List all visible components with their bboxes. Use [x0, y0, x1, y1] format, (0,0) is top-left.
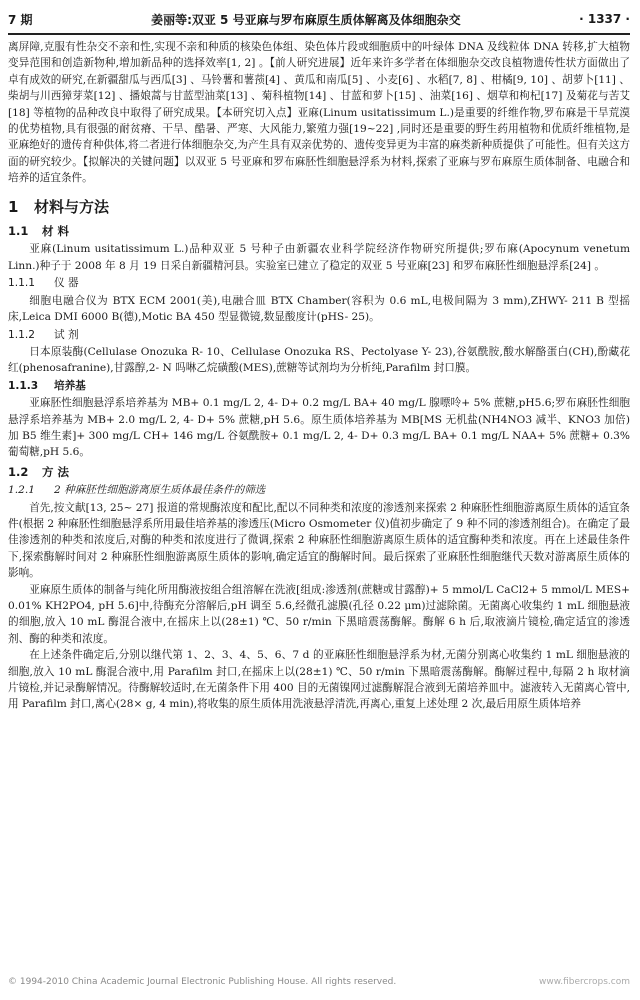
subsection-title: 2 种麻胚性细胞游离原生质体最佳条件的筛选 [54, 484, 266, 497]
instruments-paragraph: 细胞电融合仪为 BTX ECM 2001(美),电融合皿 BTX Chamber(容积为 0.6 mL,电极间隔为 3 mm),ZHWY- 211 B 型摇床,Leica DMI 6000 B(德),Motic BA 450 型显微镜,数显酸度计(pHS- 25)。 [8, 294, 630, 324]
issue-number: 7 期 [8, 12, 33, 27]
methods-paragraph-3: 在上述条件确定后,分别以继代第 1、2、3、4、5、6、7 d 的亚麻胚性细胞悬浮系为材,无菌分别离心收集约 1 mL 细胞悬液的细胞,放入 10 mL 酶混合液中,用 Parafilm 封口,在摇床上以(28±1) ℃、50 r/min 下黑暗震荡酶解。酶解过程中,每隔 2 h 取材滴片镜检,并记录酶解情况。待酶解较适时,在无菌条件下用 400 目的无菌镍网过滤酶解混合液到无菌培养皿中。滤液转入无菌离心管中,用 Parafilm 封口,离心(28× g, 4 min),将收集的原生质体用洗液悬浮清洗,再离心,重复上述处理 2 次,最后用原生质体培养 [8, 649, 630, 711]
article-body [8, 39, 630, 969]
page-number: · 1337 · [579, 12, 630, 26]
reagents-paragraph: 日本原装酶(Cellulase Onozuka R- 10、Cellulase Onozuka RS、Pectolyase Y- 23),谷氨酰胺,酸水解酪蛋白(CH),酚藏花红(phenosafranine),甘露醇,2- N 吗啉乙烷磺酸(MES),蔗糖等试剂均为分析纯,Parafilm 封口膜。 [8, 345, 630, 375]
site-watermark: www.fibercrops.com [539, 977, 630, 987]
subsection-heading-1-1 [8, 223, 630, 239]
intro-paragraph: 离屏障,克服有性杂交不亲和性,实现不亲和种质的核染色体组、染色体片段或细胞质中的叶绿体 DNA 及线粒体 DNA 转移,扩大植物变异范围和创造新物种,增加新品种的选择效率[1, 2] 。【前人研究进展】近年来许多学者在体细胞杂交改良植物遗传性状方面做出了卓有成效的研究,在新疆甜瓜与西瓜[3] 、马铃薯和薯蓣[4] 、黄瓜和南瓜[5] 、小麦[6] 、水稻[7, 8] 、柑橘[9, 10] 、胡萝卜[11] 、柴胡与川西獐芽菜[12] 、播娘蒿与甘蓝型油菜[13] 、菊科植物[14] 、甘蓝和萝卜[15] 、油菜[16] 、烟草和枸杞[17] 及菊花与苦艾[18] 等植物的品种改良中取得了研究成果。【本研究切入点】亚麻(Linum usitatissimum L.)是重要的纤维作物,罗布麻是干旱荒漠的优势植物,具有很强的耐贫瘠、干旱、酷暑、严寒、大风能力,繁殖力强[19~22] ,同时还是重要的野生药用植物和优质纤维植物,是亚麻绝好的遗传育种供体,将二者进行体细胞杂交,为产生具有双亲优势的、遗传变异更为丰富的麻类新种质提供了可能性。但有关这方面的研究较少。【拟解决的关键问题】以双亚 5 号亚麻和罗布麻胚性细胞悬浮系为材料,探索了亚麻与罗布麻原生质体制备、电融合和培养的适宜条件。 [8, 41, 630, 185]
page-footer [8, 973, 630, 991]
section-title: 材料与方法 [34, 197, 110, 216]
subsection-heading-1-2 [8, 464, 630, 480]
subsection-title: 方 法 [42, 464, 70, 479]
subsection-heading-1-2-1 [8, 482, 630, 498]
subsection-title: 试 剂 [54, 328, 79, 341]
subsection-number: 1.1 [8, 224, 29, 239]
subsection-title: 材 料 [42, 224, 70, 239]
subsection-heading-1-1-1 [8, 275, 630, 291]
running-title: 姜丽等:双亚 5 号亚麻与罗布麻原生质体解离及体细胞杂交 [151, 12, 461, 27]
materials-paragraph: 亚麻(Linum usitatissimum L.)品种双亚 5 号种子由新疆农业科学院经济作物研究所提供;罗布麻(Apocynum venetum Linn.)种子于 2008 年 8 月 19 日采自新疆精河县。实验室已建立了稳定的双亚 5 号亚麻[23] 和罗布麻胚性细胞悬浮系[24] 。 [8, 243, 630, 272]
methods-paragraph-1: 首先,按文献[13, 25~ 27] 报道的常规酶浓度和配比,配以不同种类和浓度的渗透剂来探索 2 种麻胚性细胞游离原生质体的适宜条件(根据 2 种麻胚性细胞悬浮系所用最佳培养基的渗透压(Micro Osmometer 仪)值初步确定了 9 种不同的渗透剂组合)。在确定了最佳渗透剂的种类和浓度后,对酶的种类和浓度进行了微调,探索 2 种麻胚性细胞游离原生质体的适宜酶种类和浓度。再在上述最佳条件下,探索酶解时间对 2 种麻胚性细胞游离原生质体的影响,确定适宜的酶解时间。最后探索了亚麻胚性细胞继代天数对游离原生质体的影响。 [8, 501, 630, 580]
subsection-heading-1-1-3 [8, 378, 630, 394]
subsection-number: 1.1.1 [8, 277, 35, 290]
subsection-number: 1.2.1 [8, 484, 35, 497]
header-rule [8, 33, 630, 35]
media-paragraph: 亚麻胚性细胞悬浮系培养基为 MB+ 0.1 mg/L 2, 4- D+ 0.2 mg/L BA+ 40 mg/L 腺嘌呤+ 5% 蔗糖,pH5.6;罗布麻胚性细胞悬浮系培养基为 MB+ 2.0 mg/L 2, 4- D+ 5% 蔗糖,pH 5.6。原生质体培养基为 MB[MS 无机盐(NH4NO3 减半、KNO3 加倍)加 B5 维生素]+ 300 mg/L CH+ 146 mg/L 谷氨酰胺+ 0.1 mg/L 2, 4- D+ 0.3 mg/L BA+ 0.1 mg/L NAA+ 5% 蔗糖+ 0.3% 葡萄糖,pH 5.6。 [8, 397, 630, 459]
subsection-heading-1-1-2 [8, 327, 630, 343]
subsection-title: 培养基 [54, 379, 86, 392]
subsection-title: 仪 器 [54, 277, 79, 290]
subsection-number: 1.2 [8, 464, 29, 479]
section-heading-1 [8, 199, 630, 215]
copyright-notice: © 1994-2010 China Academic Journal Electronic Publishing House. All rights reserved. [8, 977, 397, 987]
subsection-number: 1.1.2 [8, 328, 35, 341]
running-header [8, 8, 630, 30]
methods-paragraph-2: 亚麻原生质体的制备与纯化所用酶液按组合组溶解在洗液[组成:渗透剂(蔗糖或甘露醇)+ 5 mmol/L CaCl2+ 5 mmol/L MES+ 0.01% KH2PO4, pH 5.6]中,待酶充分溶解后,pH 调至 5.6,经微孔滤膜(孔径 0.22 μm)过滤除菌。无菌离心收集约 1 mL 细胞悬液的细胞,放入 10 mL 酶混合液中,在摇床上以(28±1) ℃、50 r/min 下黑暗震荡酶解。酶解 6 h 后,取液滴片镜检,确定适宜的渗透剂、酶的种类和浓度。 [8, 583, 630, 645]
subsection-number: 1.1.3 [8, 379, 39, 392]
section-number: 1 [8, 197, 19, 216]
